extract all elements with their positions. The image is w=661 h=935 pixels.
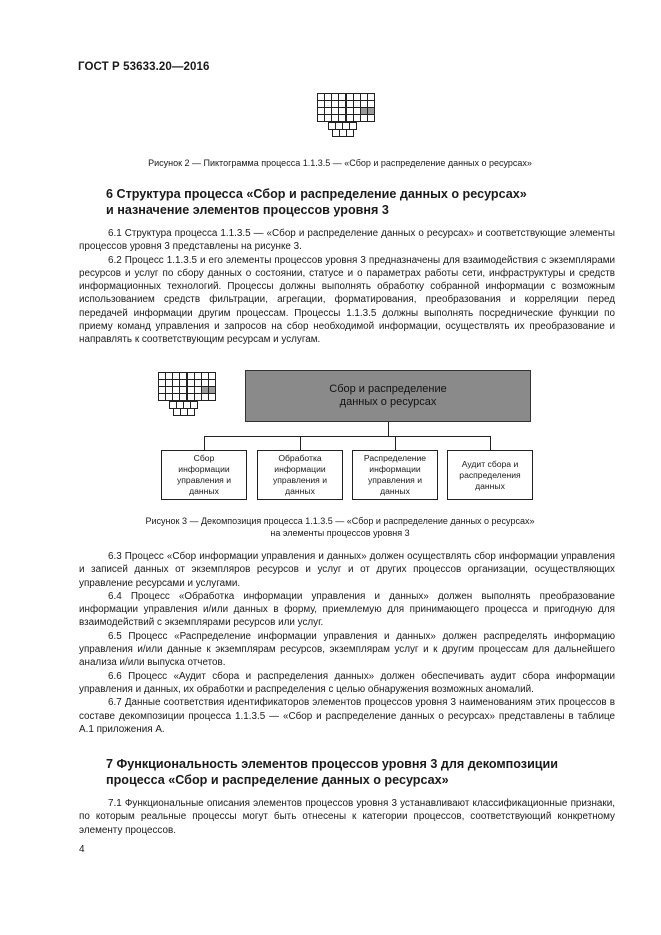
subprocess-label: Обработка информации управления и данных xyxy=(272,453,328,496)
connector-horizontal xyxy=(204,436,491,437)
subprocess-box-audit xyxy=(447,450,533,500)
paragraph-6-3: 6.3 Процесс «Сбор информации управления и данных» должен осуществлять сбор информации управления и записей данных от экземпляров ресурсов и услуг и от других процессов организации, осуществляющих управление ресурсами и услугами. xyxy=(79,551,615,589)
pictogram-cell xyxy=(180,394,187,401)
pictogram-cell xyxy=(361,94,368,101)
section-6-continued-text xyxy=(79,550,615,736)
pictogram-cell xyxy=(325,108,332,115)
process-pictogram-icon xyxy=(158,372,220,422)
figure-3-caption-line2: на элементы процессов уровня 3 xyxy=(270,528,410,538)
pictogram-cell xyxy=(332,101,339,108)
pictogram-cell xyxy=(180,373,187,380)
pictogram-cell xyxy=(195,380,202,387)
pictogram-cell xyxy=(166,373,173,380)
pictogram-grid xyxy=(158,372,187,401)
subprocess-label: Распределение информации управления и данных xyxy=(363,453,427,496)
pictogram-cell xyxy=(318,108,325,115)
pictogram-cell xyxy=(339,108,346,115)
section-6-text xyxy=(79,227,615,347)
pictogram-cell xyxy=(166,387,173,394)
pictogram-cell xyxy=(166,380,173,387)
section-7-heading xyxy=(106,756,636,788)
pictogram-cell xyxy=(180,387,187,394)
pictogram-cell xyxy=(361,101,368,108)
pictogram-row xyxy=(173,408,195,416)
pictogram-cell xyxy=(195,394,202,401)
pictogram-cell xyxy=(195,373,202,380)
pictogram-cell xyxy=(180,380,187,387)
paragraph-6-5: 6.5 Процесс «Распределение информации управления и данных» должен распределять информацию управления и/или данные к экземплярам ресурсов, экземплярам услуг и к другим процессам для дальнейшего анализа и/или выпуска отчетов. xyxy=(79,630,615,669)
pictogram-cell xyxy=(325,101,332,108)
pictogram-cell xyxy=(354,94,361,101)
pictogram-cell xyxy=(325,115,332,122)
pictogram-cell xyxy=(354,115,361,122)
pictogram-cell xyxy=(202,373,209,380)
pictogram-cell xyxy=(332,94,339,101)
connector-drop-4 xyxy=(490,436,491,450)
pictogram-cell xyxy=(202,380,209,387)
pictogram-cell xyxy=(209,373,216,380)
process-pictogram-icon xyxy=(317,93,379,143)
pictogram-cell xyxy=(318,101,325,108)
pictogram-cell xyxy=(368,101,375,108)
pictogram-cell xyxy=(173,387,180,394)
pictogram-cell xyxy=(318,94,325,101)
pictogram-cell xyxy=(188,380,195,387)
subprocess-label: Сбор информации управления и данных xyxy=(176,453,232,496)
pictogram-cell xyxy=(332,115,339,122)
pictogram-cell xyxy=(188,394,195,401)
pictogram-cell xyxy=(347,115,354,122)
pictogram-cell xyxy=(368,94,375,101)
pictogram-cell xyxy=(354,108,361,115)
pictogram-grid xyxy=(187,372,216,401)
pictogram-cell xyxy=(202,387,209,394)
connector-vertical-main xyxy=(388,422,389,436)
pictogram-cell xyxy=(368,115,375,122)
section-6-heading-line2: и назначение элементов процессов уровня 3 xyxy=(106,203,389,217)
pictogram-cell xyxy=(340,130,347,137)
section-7-heading-line1: 7 Функциональность элементов процессов уровня 3 для декомпозиции xyxy=(106,757,559,771)
paragraph-6-7: 6.7 Данные соответствия идентификаторов элементов процессов уровня 3 наименованиям этих процессов в составе декомпозиции процесса 1.1.3.5 — «Сбор и распределение данных о ресурсах» представлены в таблице А.1 приложения А. xyxy=(79,697,615,735)
pictogram-cell xyxy=(173,394,180,401)
pictogram-cell xyxy=(347,130,354,137)
pictogram-cell xyxy=(209,394,216,401)
pictogram-cell xyxy=(159,394,166,401)
paragraph-6-4: 6.4 Процесс «Обработка информации управления и данных» должен выполнять преобразование информации управления и/или данных в форму, приемлемую для принимающего процесса и пригодную для взаимодействий с экземплярами ресурсов или услуг. xyxy=(79,590,615,629)
pictogram-cell xyxy=(339,101,346,108)
pictogram-cell xyxy=(209,380,216,387)
pictogram-grid xyxy=(317,93,346,122)
pictogram-cell xyxy=(325,94,332,101)
pictogram-cell xyxy=(339,115,346,122)
pictogram-cell xyxy=(202,394,209,401)
paragraph-6-6: 6.6 Процесс «Аудит сбора и распределения данных» должен обеспечивать аудит сбора информации управления и данных, их обработки и распределения с целью обнаружения возможных аномалий. xyxy=(79,670,615,695)
paragraph-7-1: 7.1 Функциональные описания элементов процессов уровня 3 устанавливают классификационные признаки, по которым реальные процессы могут быть отнесены к категории процессов, соответствующий конкретному элементу процессов. xyxy=(79,798,615,836)
subprocess-box-collect xyxy=(161,450,247,500)
pictogram-cell xyxy=(188,387,195,394)
pictogram-cell xyxy=(159,373,166,380)
paragraph-6-1: 6.1 Структура процесса 1.1.3.5 — «Сбор и распределение данных о ресурсах» и соответствующие элементы процессов уровня 3 представлены на рисунке 3. xyxy=(79,228,615,253)
connector-drop-1 xyxy=(204,436,205,450)
main-process-label: Сбор и распределение данных о ресурсах xyxy=(329,383,447,408)
figure-2-caption: Рисунок 2 — Пиктограмма процесса 1.1.3.5 — «Сбор и распределение данных о ресурсах» xyxy=(148,158,532,168)
paragraph-6-2: 6.2 Процесс 1.1.3.5 и его элементы процессов уровня 3 предназначены для взаимодействия с экземплярами ресурсов и услуг по сбору данных о состоянии, статусе и о параметрах работы сети, инфраструктуры и средств информационных технологий. Процессы должны выполнять обработку собранной информации с возможным использованием средств фильтрации, агрегации, форматирования, преобразования и корреляции перед передачей информации другим процессам. Процессы 1.1.3.5 должны выполнять посреднические функции по приему команд управления и запросов на сбор необходимой информации, осуществлять их преобразование и направлять к соответствующим ресурсам и услугам. xyxy=(79,254,615,346)
pictogram-cell xyxy=(332,108,339,115)
pictogram-cell xyxy=(174,409,181,416)
pictogram-cell xyxy=(333,130,340,137)
pictogram-cell xyxy=(347,108,354,115)
section-7-text xyxy=(79,797,615,837)
section-6-heading xyxy=(106,186,626,218)
connector-drop-2 xyxy=(300,436,301,450)
pictogram-cell xyxy=(354,101,361,108)
pictogram-cell xyxy=(347,94,354,101)
pictogram-cell xyxy=(181,409,188,416)
connector-drop-3 xyxy=(395,436,396,450)
pictogram-cell xyxy=(188,373,195,380)
pictogram-cell xyxy=(209,387,216,394)
pictogram-cell xyxy=(173,380,180,387)
pictogram-cell xyxy=(368,108,375,115)
section-7-heading-line2: процесса «Сбор и распределение данных о ресурсах» xyxy=(106,773,449,787)
pictogram-cell xyxy=(166,394,173,401)
pictogram-grid xyxy=(346,93,375,122)
pictogram-cell xyxy=(188,409,195,416)
main-process-box xyxy=(245,370,531,422)
section-6-heading-line1: 6 Структура процесса «Сбор и распределение данных о ресурсах» xyxy=(106,187,527,201)
pictogram-cell xyxy=(159,380,166,387)
pictogram-cell xyxy=(361,108,368,115)
subprocess-box-distribute xyxy=(352,450,438,500)
subprocess-box-process xyxy=(257,450,343,500)
pictogram-cell xyxy=(195,387,202,394)
document-header: ГОСТ Р 53633.20—2016 xyxy=(78,61,210,73)
pictogram-cell xyxy=(173,373,180,380)
figure-3-caption-line1: Рисунок 3 — Декомпозиция процесса 1.1.3.5 — «Сбор и распределение данных о ресурсах» xyxy=(145,516,535,526)
pictogram-row xyxy=(332,129,354,137)
subprocess-label: Аудит сбора и распределения данных xyxy=(459,458,521,491)
pictogram-cell xyxy=(361,115,368,122)
pictogram-cell xyxy=(339,94,346,101)
figure-3-caption xyxy=(90,515,590,539)
pictogram-cell xyxy=(159,387,166,394)
page-number: 4 xyxy=(79,844,85,855)
pictogram-cell xyxy=(318,115,325,122)
pictogram-cell xyxy=(347,101,354,108)
